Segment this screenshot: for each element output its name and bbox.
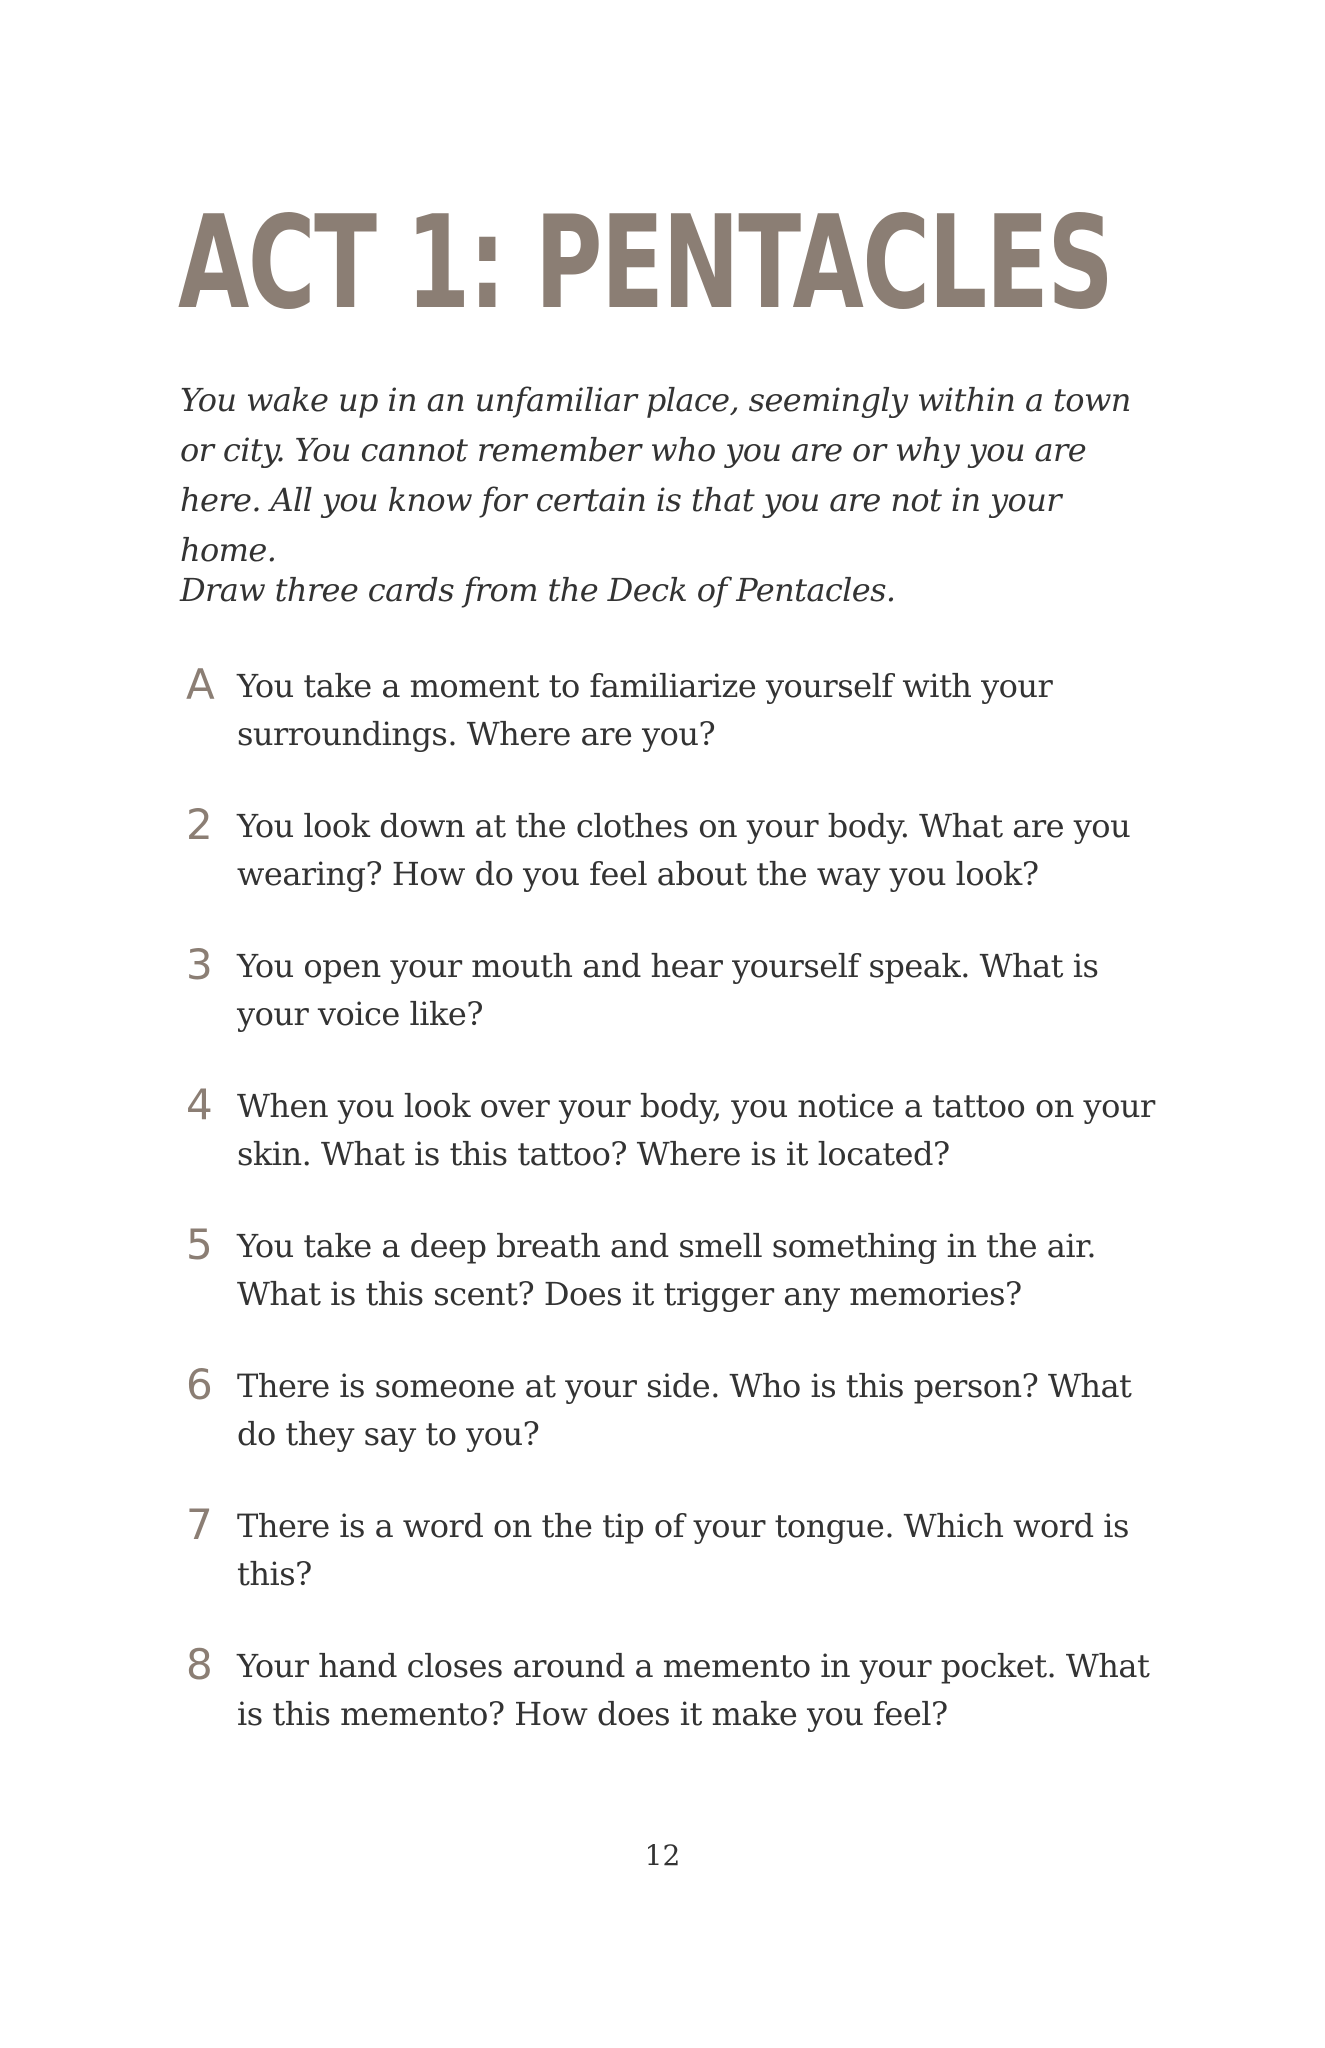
page-number: 12 xyxy=(644,1839,681,1872)
list-item xyxy=(180,942,1180,1082)
prompt-label: 4 xyxy=(186,1080,213,1129)
prompt-label: 5 xyxy=(186,1220,213,1269)
prompt-list xyxy=(180,662,1180,1782)
prompt-label: A xyxy=(186,660,215,709)
list-item xyxy=(180,1082,1180,1222)
instruction-text: Draw three cards from the Deck of Pentacles. xyxy=(180,571,896,609)
list-item xyxy=(180,1502,1180,1642)
prompt-text: You take a moment to familiarize yourself with your surroundings. Where are you? xyxy=(237,667,1053,753)
prompt-label: 6 xyxy=(186,1360,213,1409)
list-item xyxy=(180,662,1180,802)
prompt-text: You take a deep breath and smell something in the air. What is this scent? Does it trigger any memories? xyxy=(237,1227,1097,1313)
prompt-text: There is a word on the tip of your tongue. Which word is this? xyxy=(237,1507,1129,1593)
prompt-text: You look down at the clothes on your body. What are you wearing? How do you feel about the way you look? xyxy=(237,807,1131,893)
prompt-text: You open your mouth and hear yourself speak. What is your voice like? xyxy=(237,947,1099,1033)
prompt-text: There is someone at your side. Who is this person? What do they say to you? xyxy=(237,1367,1132,1453)
prompt-text: Your hand closes around a memento in your pocket. What is this memento? How does it make you feel? xyxy=(237,1647,1150,1733)
list-item xyxy=(180,1222,1180,1362)
prompt-label: 2 xyxy=(186,800,213,849)
list-item xyxy=(180,802,1180,942)
page-title: ACT 1: PENTACLES xyxy=(178,189,1113,338)
prompt-text: When you look over your body, you notice a tattoo on your skin. What is this tattoo? Where is it located? xyxy=(237,1087,1155,1173)
prompt-label: 7 xyxy=(186,1500,213,1549)
intro-paragraph: You wake up in an unfamiliar place, seemingly within a town or city. You cannot remember who you are or why you are here. All you know for certain is that you are not in your home. xyxy=(180,381,1131,569)
list-item xyxy=(180,1642,1180,1782)
prompt-label: 3 xyxy=(186,940,213,989)
list-item xyxy=(180,1362,1180,1502)
prompt-label: 8 xyxy=(186,1640,213,1689)
